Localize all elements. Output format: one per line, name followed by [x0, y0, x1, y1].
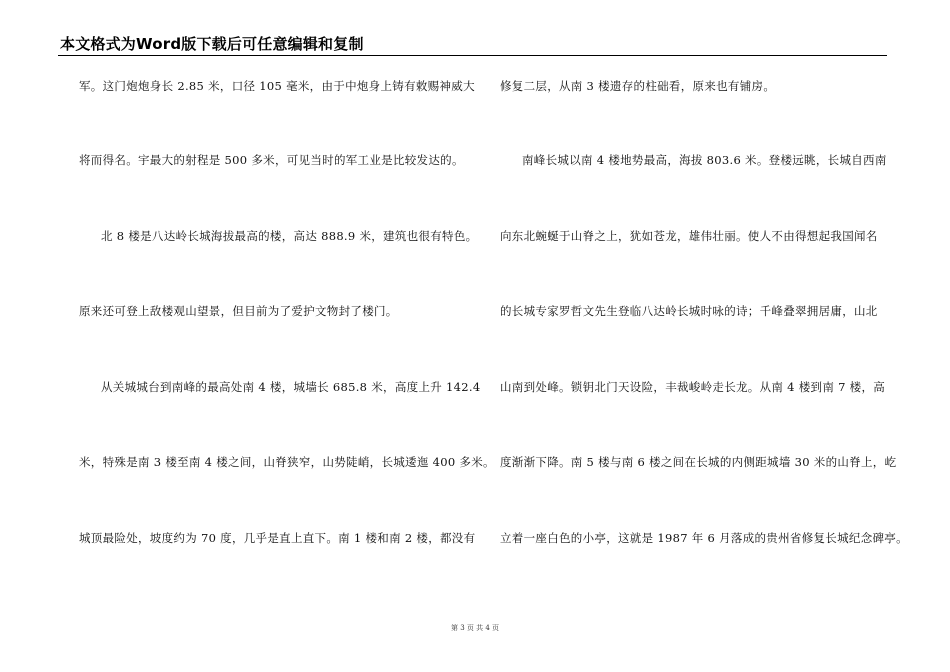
paragraph-line: 修复二层，从南 3 楼遗存的柱础看，原来也有铺房。	[500, 79, 776, 93]
paragraph-line: 立着一座白色的小亭，这就是 1987 年 6 月落成的贵州省修复长城纪念碑亭。	[500, 531, 908, 545]
paragraph-line: 向东北蜿蜒于山脊之上，犹如苍龙，雄伟壮丽。使人不由得想起我国闻名	[500, 229, 878, 243]
header-divider	[58, 55, 887, 56]
paragraph-line: 原来还可登上敌楼观山望景，但目前为了爱护文物封了楼门。	[79, 304, 398, 318]
paragraph-line: 南峰长城以南 4 楼地势最高，海拔 803.6 米。登楼远眺，长城自西南	[522, 153, 887, 167]
paragraph-line: 山南到处峰。锁钥北门天设险，丰裁峻岭走长龙。从南 4 楼到南 7 楼，高	[500, 380, 886, 394]
paragraph-line: 军。这门炮炮身长 2.85 米，口径 105 毫米，由于中炮身上铸有敕赐神威大	[79, 79, 475, 93]
paragraph-line: 的长城专家罗哲文先生登临八达岭长城时咏的诗；千峰叠翠拥居庸，山北	[500, 304, 878, 318]
paragraph-line: 城顶最险处，坡度约为 70 度，几乎是直上直下。南 1 楼和南 2 楼，都没有	[79, 531, 476, 545]
paragraph-line: 米，特殊是南 3 楼至南 4 楼之间，山脊狭窄，山势陡峭，长城逶迤 400 多米。	[79, 455, 495, 469]
paragraph-line: 度渐渐下降。南 5 楼与南 6 楼之间在长城的内侧距城墙 30 米的山脊上，屹	[500, 455, 897, 469]
document-header-title: 本文格式为Word版下载后可任意编辑和复制	[60, 35, 364, 53]
paragraph-line: 北 8 楼是八达岭长城海拔最高的楼，高达 888.9 米，建筑也很有特色。	[101, 229, 478, 243]
page-number-footer: 第 3 页 共 4 页	[450, 624, 500, 632]
paragraph-line: 从关城城台到南峰的最高处南 4 楼，城墙长 685.8 米，高度上升 142.4	[101, 380, 481, 394]
paragraph-line: 将而得名。宇最大的射程是 500 多米，可见当时的军工业是比较发达的。	[79, 153, 464, 167]
